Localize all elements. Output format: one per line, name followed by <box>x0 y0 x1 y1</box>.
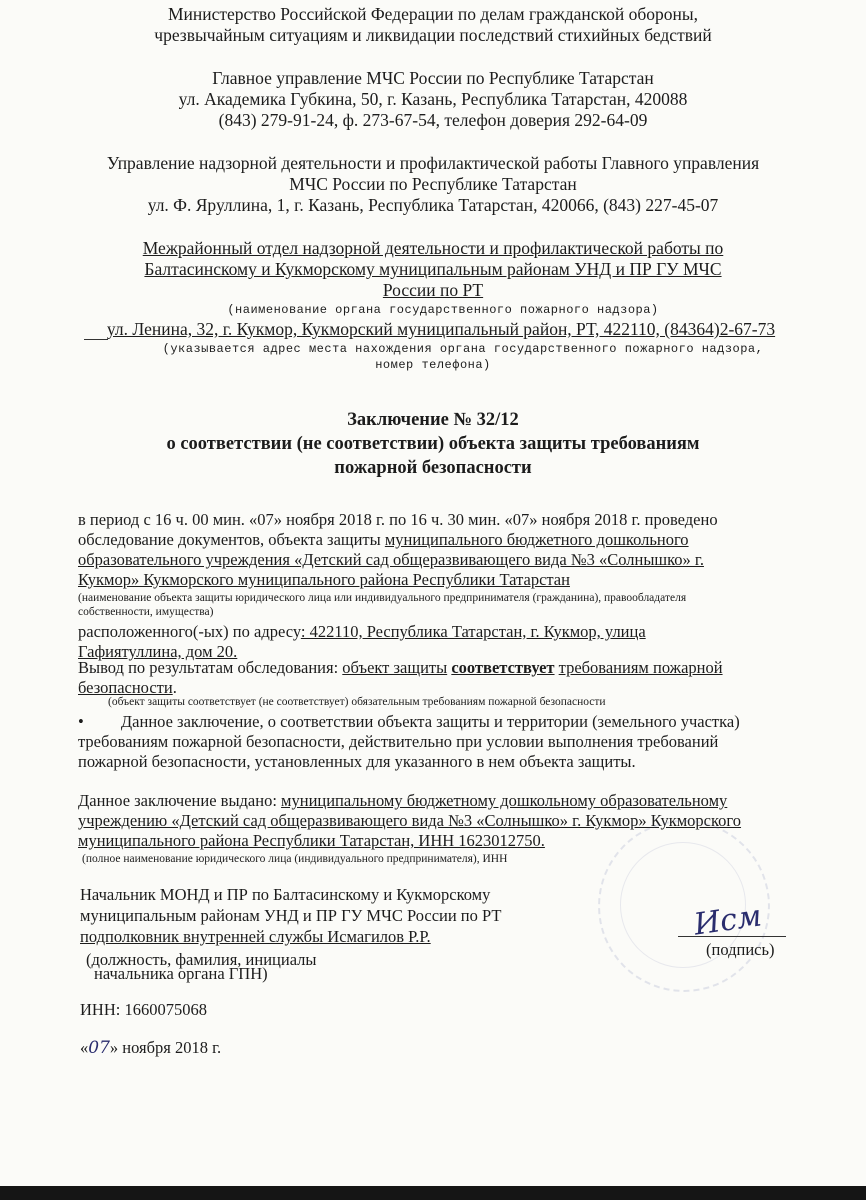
position-line-2: муниципальным районам УНД и ПР ГУ МЧС России по РТ <box>80 906 502 925</box>
located-address: : 422110, Республика Татарстан, г. Кукмор, улица <box>300 622 646 641</box>
date-day-handwritten: 07 <box>88 1038 110 1058</box>
issued-recipient-2: учреждению «Детский сад общеразвивающего вида №3 «Солнышко» г. Кукмор» Кукморского <box>78 811 742 830</box>
conclusion-verdict: соответствует <box>451 658 555 677</box>
signature-line <box>678 936 786 937</box>
validity-line-2: требованиям пожарной безопасности, действительно при условии выполнения требований <box>78 732 719 751</box>
handwritten-signature: Исм <box>691 898 764 943</box>
conclusion-number: Заключение № 32/12 <box>347 410 519 430</box>
interdistrict-line-1: Межрайонный отдел надзорной деятельности и профилактической работы по <box>142 238 724 258</box>
interdistrict-line-3: России по РТ <box>382 280 484 300</box>
caption-position-line-1: (должность, фамилия, инициалы <box>86 950 317 969</box>
validity-text-1: Данное заключение, о соответствии объекта защиты и территории (земельного участка) <box>120 712 740 731</box>
supervision-line-2: МЧС России по Республике Татарстан <box>289 174 577 194</box>
caption-address-line-1: (указывается адрес места нахождения органа государственного пожарного надзора, <box>162 342 764 356</box>
inn: ИНН: 1660075068 <box>80 1000 207 1019</box>
located-prefix: расположенного(-ых) по адресу <box>78 622 301 641</box>
issued-recipient-1: муниципальному бюджетному дошкольному образовательному <box>281 791 728 810</box>
position-line-3: подполковник внутренней службы Исмагилов Р.Р. <box>80 927 431 946</box>
caption-conclusion: (объект защиты соответствует (не соответствует) обязательным требованиям пожарной безопасности <box>108 696 606 708</box>
main-dept-line-2: ул. Академика Губкина, 50, г. Казань, Республика Татарстан, 420088 <box>178 89 688 109</box>
validity-line-1 <box>78 712 782 732</box>
located-line-2: Гафиятуллина, дом 20. <box>78 642 238 661</box>
conclusion-object: объект защиты <box>342 658 448 677</box>
object-name-part-3: Кукмор» Кукморского муниципального района Республики Татарстан <box>78 570 570 589</box>
supervision-line-1: Управление надзорной деятельности и профилактической работы Главного управления <box>106 153 760 173</box>
issued-line-1 <box>78 791 782 811</box>
address-underline-lead <box>84 339 108 340</box>
supervision-line-3: ул. Ф. Яруллина, 1, г. Казань, Республика Татарстан, 420066, (843) 227-45-07 <box>147 195 719 215</box>
period-line-1: в период с 16 ч. 00 мин. «07» ноября 2018 г. по 16 ч. 30 мин. «07» ноября 2018 г. проведено <box>78 510 718 529</box>
conclusion-dot: . <box>172 678 177 697</box>
conclusion-line-1 <box>78 658 782 678</box>
conclusion-rest: требованиям пожарной <box>558 658 723 677</box>
title-line-2: о соответствии (не соответствии) объекта защиты требованиям <box>166 434 700 454</box>
main-dept-line-3: (843) 279-91-24, ф. 273-67-54, телефон доверия 292-64-09 <box>218 110 648 130</box>
issued-prefix: Данное заключение выдано: <box>78 791 277 810</box>
caption-owner-line-1: (наименование объекта защиты юридического лица или индивидуального предпринимателя (гражданина), правообладателя <box>78 592 687 604</box>
conclusion-line-2: безопасности <box>78 678 173 697</box>
date-open-quote: « <box>80 1038 89 1057</box>
ministry-line-1: Министерство Российской Федерации по делам гражданской обороны, <box>167 4 699 24</box>
caption-address-line-2: номер телефона) <box>375 358 491 372</box>
date-rest: » ноября 2018 г. <box>109 1038 222 1057</box>
period-line-2-prefix: обследование документов, объекта защиты <box>78 530 381 549</box>
title-line-3: пожарной безопасности <box>334 458 532 478</box>
caption-issued: (полное наименование юридического лица (индивидуального предпринимателя), ИНН <box>82 853 508 865</box>
issue-date <box>80 1038 221 1058</box>
scan-edge-bar <box>0 1186 866 1200</box>
main-dept-line-1: Главное управление МЧС России по Республике Татарстан <box>212 68 654 88</box>
bullet: • <box>78 712 84 731</box>
object-name-part-2: образовательного учреждения «Детский сад общеразвивающего вида №3 «Солнышко» г. <box>78 550 704 569</box>
caption-body-name: (наименование органа государственного пожарного надзора) <box>227 303 659 317</box>
caption-position-line-2: начальника органа ГПН) <box>94 964 268 983</box>
caption-owner-line-2: собственности, имущества) <box>78 606 214 618</box>
conclusion-prefix: Вывод по результатам обследования: <box>78 658 339 677</box>
ministry-line-2: чрезвычайным ситуациям и ликвидации последствий стихийных бедствий <box>154 25 712 45</box>
validity-line-3: пожарной безопасности, установленных для указанного в нем объекта защиты. <box>78 752 636 771</box>
position-line-1: Начальник МОНД и ПР по Балтасинскому и Кукморскому <box>80 885 491 904</box>
address-line: ул. Ленина, 32, г. Кукмор, Кукморский муниципальный район, РТ, 422110, (84364)2-67-73 <box>106 319 776 339</box>
object-name-part-1: муниципального бюджетного дошкольного <box>384 530 689 549</box>
located-line-1 <box>78 622 782 642</box>
period-line-2 <box>78 530 782 550</box>
issued-recipient-3: муниципального района Республики Татарстан, ИНН 1623012750. <box>78 831 545 850</box>
interdistrict-line-2: Балтасинскому и Кукморскому муниципальным районам УНД и ПР ГУ МЧС <box>144 259 722 279</box>
caption-signature: (подпись) <box>706 940 775 959</box>
